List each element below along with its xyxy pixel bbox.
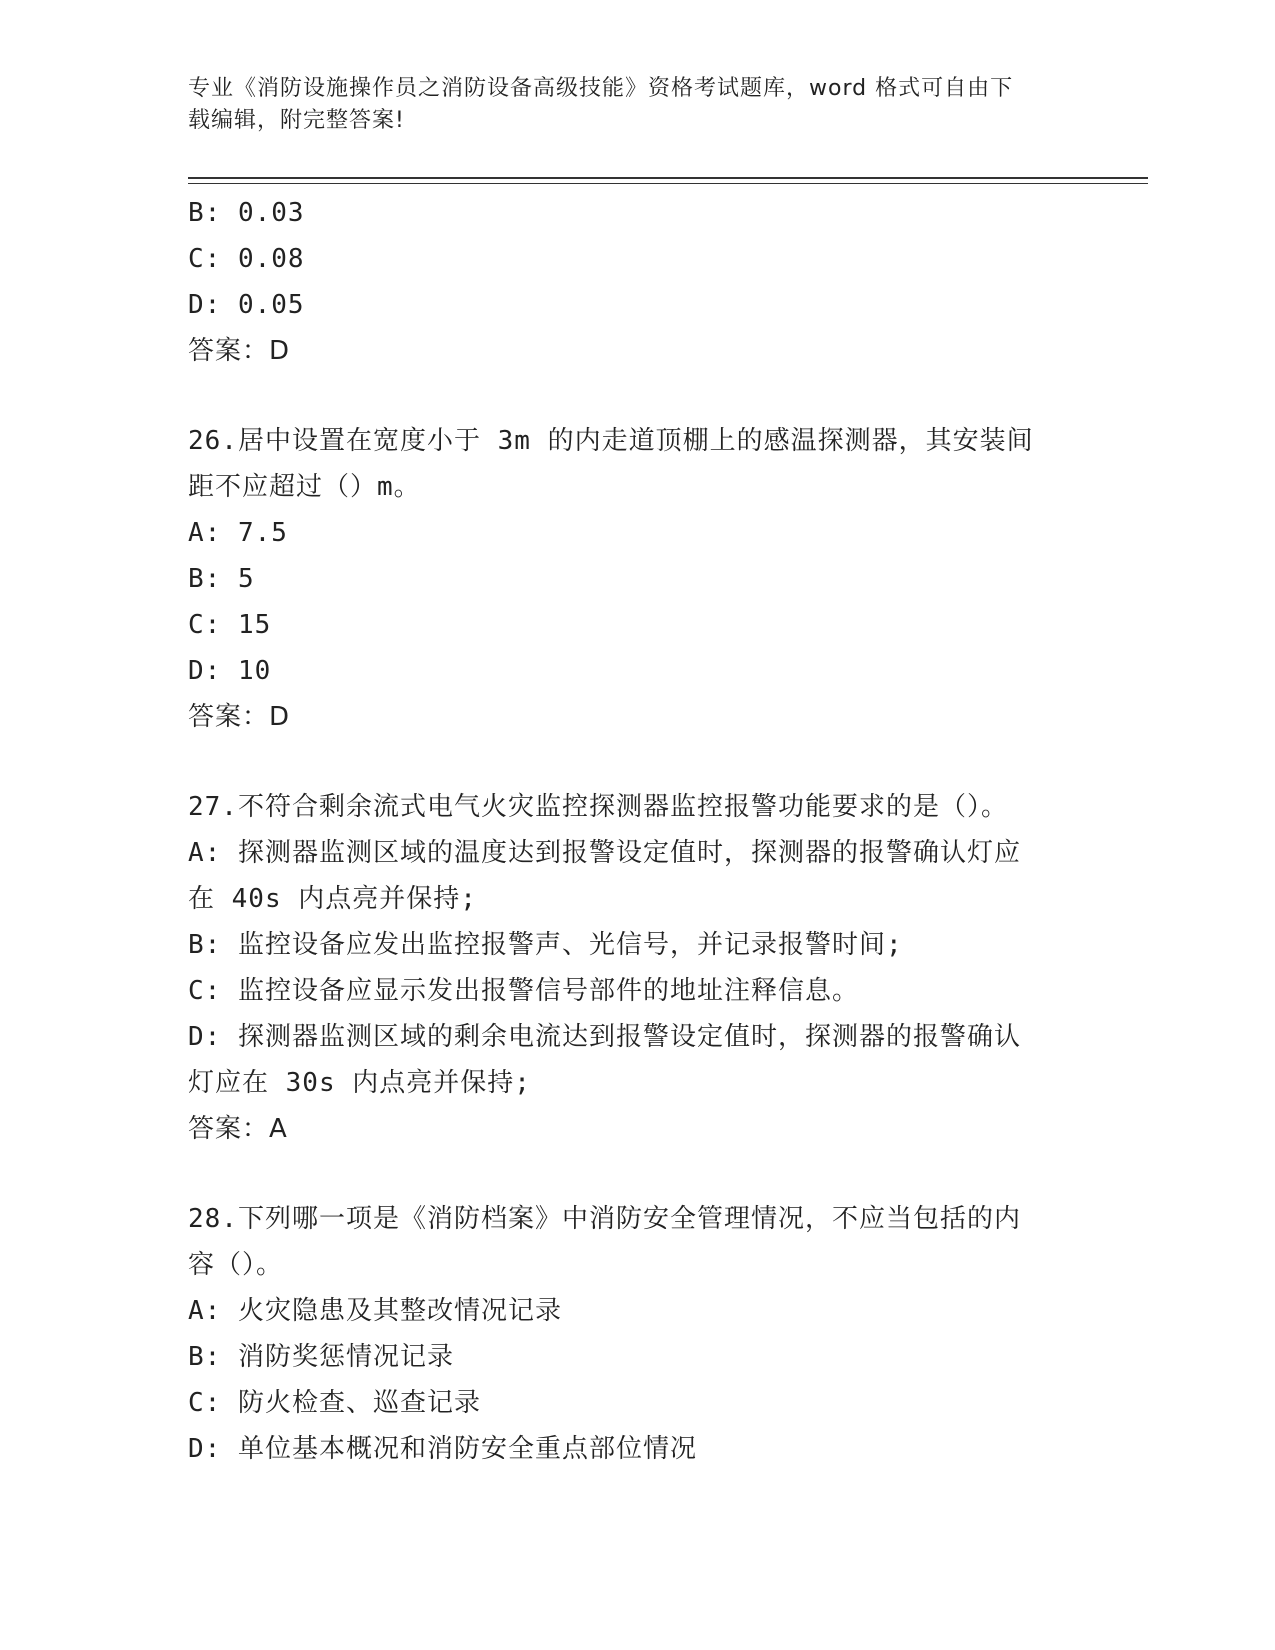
option-d: D: 0.05 — [188, 290, 305, 320]
option-c: C: 0.08 — [188, 244, 305, 274]
question-stem-line-1: 26.居中设置在宽度小于 3m 的内走道顶棚上的感温探测器，其安装间 — [188, 426, 1034, 456]
header-rule-thick — [188, 177, 1148, 179]
question-27 — [188, 784, 1088, 1152]
option-b: B: 5 — [188, 564, 255, 594]
question-stem: 27.不符合剩余流式电气火灾监控探测器监控报警功能要求的是（）。 — [188, 792, 1008, 822]
document-header — [188, 73, 1088, 137]
question-content — [188, 190, 1088, 1472]
question-stem-line-2: 距不应超过（）m。 — [188, 472, 421, 502]
option-a-line-2: 在 40s 内点亮并保持; — [188, 884, 477, 914]
question-stem-line-1: 28.下列哪一项是《消防档案》中消防安全管理情况，不应当包括的内 — [188, 1204, 1021, 1234]
question-26 — [188, 418, 1088, 740]
option-b: B: 消防奖惩情况记录 — [188, 1342, 454, 1372]
option-d-line-1: D: 探测器监测区域的剩余电流达到报警设定值时，探测器的报警确认 — [188, 1022, 1021, 1052]
option-d: D: 10 — [188, 656, 272, 686]
question-stem-line-2: 容（）。 — [188, 1250, 284, 1280]
question-25 — [188, 190, 1088, 374]
header-line-1: 专业《消防设施操作员之消防设备高级技能》资格考试题库，word 格式可自由下 — [188, 76, 1014, 101]
header-line-2: 载编辑，附完整答案! — [188, 108, 405, 133]
option-c: C: 防火检查、巡查记录 — [188, 1388, 481, 1418]
option-b: B: 0.03 — [188, 198, 305, 228]
answer: 答案：D — [188, 336, 291, 366]
answer: 答案：D — [188, 702, 291, 732]
question-28 — [188, 1196, 1088, 1472]
option-a: A: 7.5 — [188, 518, 288, 548]
option-c: C: 15 — [188, 610, 272, 640]
option-a-line-1: A: 探测器监测区域的温度达到报警设定值时，探测器的报警确认灯应 — [188, 838, 1021, 868]
option-d: D: 单位基本概况和消防安全重点部位情况 — [188, 1434, 697, 1464]
option-b: B: 监控设备应发出监控报警声、光信号，并记录报警时间; — [188, 930, 903, 960]
answer: 答案：A — [188, 1114, 288, 1144]
option-a: A: 火灾隐患及其整改情况记录 — [188, 1296, 562, 1326]
option-c: C: 监控设备应显示发出报警信号部件的地址注释信息。 — [188, 976, 859, 1006]
option-d-line-2: 灯应在 30s 内点亮并保持; — [188, 1068, 531, 1098]
header-rule-thin — [188, 183, 1148, 184]
